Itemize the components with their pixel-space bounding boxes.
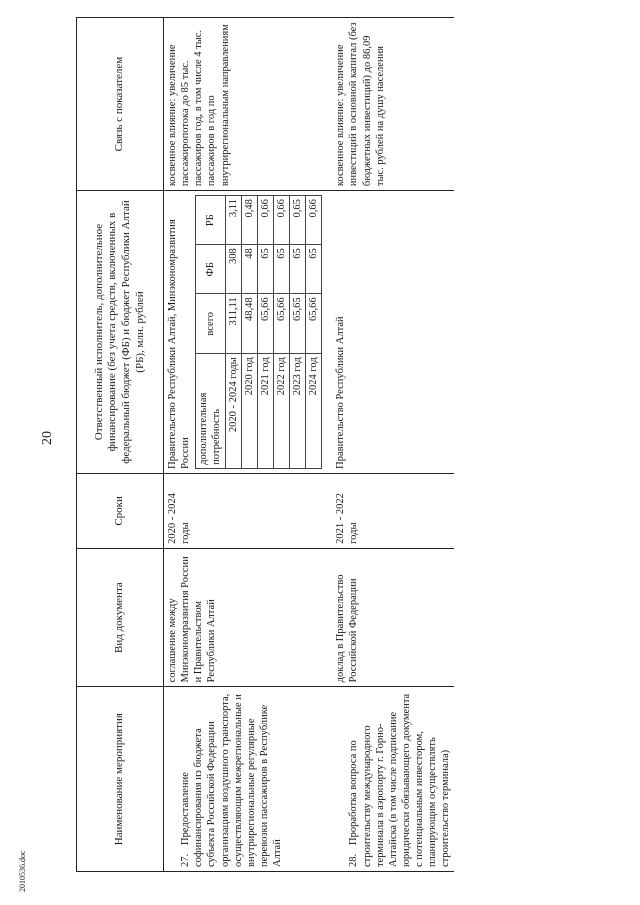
finance-row	[225, 196, 241, 469]
header-responsible: Ответственный исполнитель, дополнительное финансирование (без учета средств, включенных в федеральный бюджет (ФБ) и бюджет Республики Алтай (РБ), млн. рублей	[77, 191, 164, 474]
header-link: Связь с показателем	[77, 18, 164, 191]
finance-fb: 65	[306, 245, 322, 294]
finance-total: 65,65	[290, 294, 306, 354]
document-type: доклад в Правительство Российской Федерации	[324, 548, 454, 686]
finance-year: 2021 год	[257, 354, 273, 469]
finance-row	[273, 196, 289, 469]
finance-fb: 65	[290, 245, 306, 294]
table-header-row	[77, 18, 164, 872]
rotated-page-content	[76, 17, 596, 872]
finance-row	[306, 196, 322, 469]
header-term: Сроки	[77, 473, 164, 548]
finance-table	[195, 195, 322, 469]
finance-fb: 308	[225, 245, 241, 294]
finance-total: 311,11	[225, 294, 241, 354]
responsible-text: Правительство Республики Алтай, Минэкономразвития России	[167, 219, 192, 469]
finance-header-total: всего	[196, 294, 225, 354]
row-number: 28.	[348, 853, 360, 867]
finance-rb: 0,48	[241, 196, 257, 245]
finance-rb: 3,11	[225, 196, 241, 245]
finance-fb: 48	[241, 245, 257, 294]
finance-row	[290, 196, 306, 469]
finance-row	[257, 196, 273, 469]
measure-name: Проработка вопроса по строительству международного терминала в аэропорту г. Горно-Алтайска (в том числе подписание юридически обязывающего документа с потенциальным инвестором, планирующим осуществлять строительство терминала)	[348, 693, 452, 867]
term: 2020 - 2024 годы	[164, 473, 325, 548]
responsible-cell	[164, 191, 325, 474]
finance-header-row	[196, 196, 225, 469]
finance-rb: 0,66	[257, 196, 273, 245]
finance-rb: 0,65	[290, 196, 306, 245]
finance-rb: 0,66	[306, 196, 322, 245]
finance-year: 2023 год	[290, 354, 306, 469]
page-number: 20	[40, 431, 55, 445]
term: 2021 - 2022 годы	[324, 473, 454, 548]
finance-year: 2024 год	[306, 354, 322, 469]
finance-fb: 65	[257, 245, 273, 294]
row-28-name-cell	[324, 687, 454, 872]
measures-table	[76, 17, 454, 872]
finance-header-rb: РБ	[196, 196, 225, 245]
table-row	[324, 18, 454, 872]
finance-total: 65,66	[273, 294, 289, 354]
finance-rb: 0,66	[273, 196, 289, 245]
finance-fb: 65	[273, 245, 289, 294]
finance-year: 2020 год	[241, 354, 257, 469]
header-name: Наименование мероприятия	[77, 687, 164, 872]
document-type: соглашение между Минэкономразвития России и Правительством Республики Алтай	[164, 548, 325, 686]
responsible-text: Правительство Республики Алтай	[335, 316, 347, 469]
table-row	[164, 18, 325, 872]
finance-year: 2020 - 2024 годы	[225, 354, 241, 469]
finance-total: 48,48	[241, 294, 257, 354]
finance-total: 65,66	[257, 294, 273, 354]
document-footer: 2010536.doc	[18, 850, 27, 892]
finance-header-need: дополнительная потребность	[196, 354, 225, 469]
finance-total: 65,66	[306, 294, 322, 354]
finance-year: 2022 год	[273, 354, 289, 469]
indicator-link: косвенное влияние: увеличение пассажиропотока до 85 тыс. пассажиров год, в том числе 4 тыс. пассажиров в год по внутрирегиональным направлениям	[164, 18, 325, 191]
indicator-link: косвенное влияние: увеличение инвестиций в основной капитал (без бюджетных инвестиций) до 86,09 тыс. рублей на душу населения	[324, 18, 454, 191]
finance-header-fb: ФБ	[196, 245, 225, 294]
row-27-name-cell	[164, 687, 325, 872]
measure-name: Предоставление софинансирования из бюджета субъекта Российской Федерации организациям воздушного транспорта, осуществляющим межрегиональные и внутрирегиональные регулярные перевозки пассажиров в Республике Алтай	[180, 693, 283, 867]
row-number: 27.	[180, 853, 192, 867]
finance-row	[241, 196, 257, 469]
responsible-cell	[324, 191, 454, 474]
header-doc: Вид документа	[77, 548, 164, 686]
